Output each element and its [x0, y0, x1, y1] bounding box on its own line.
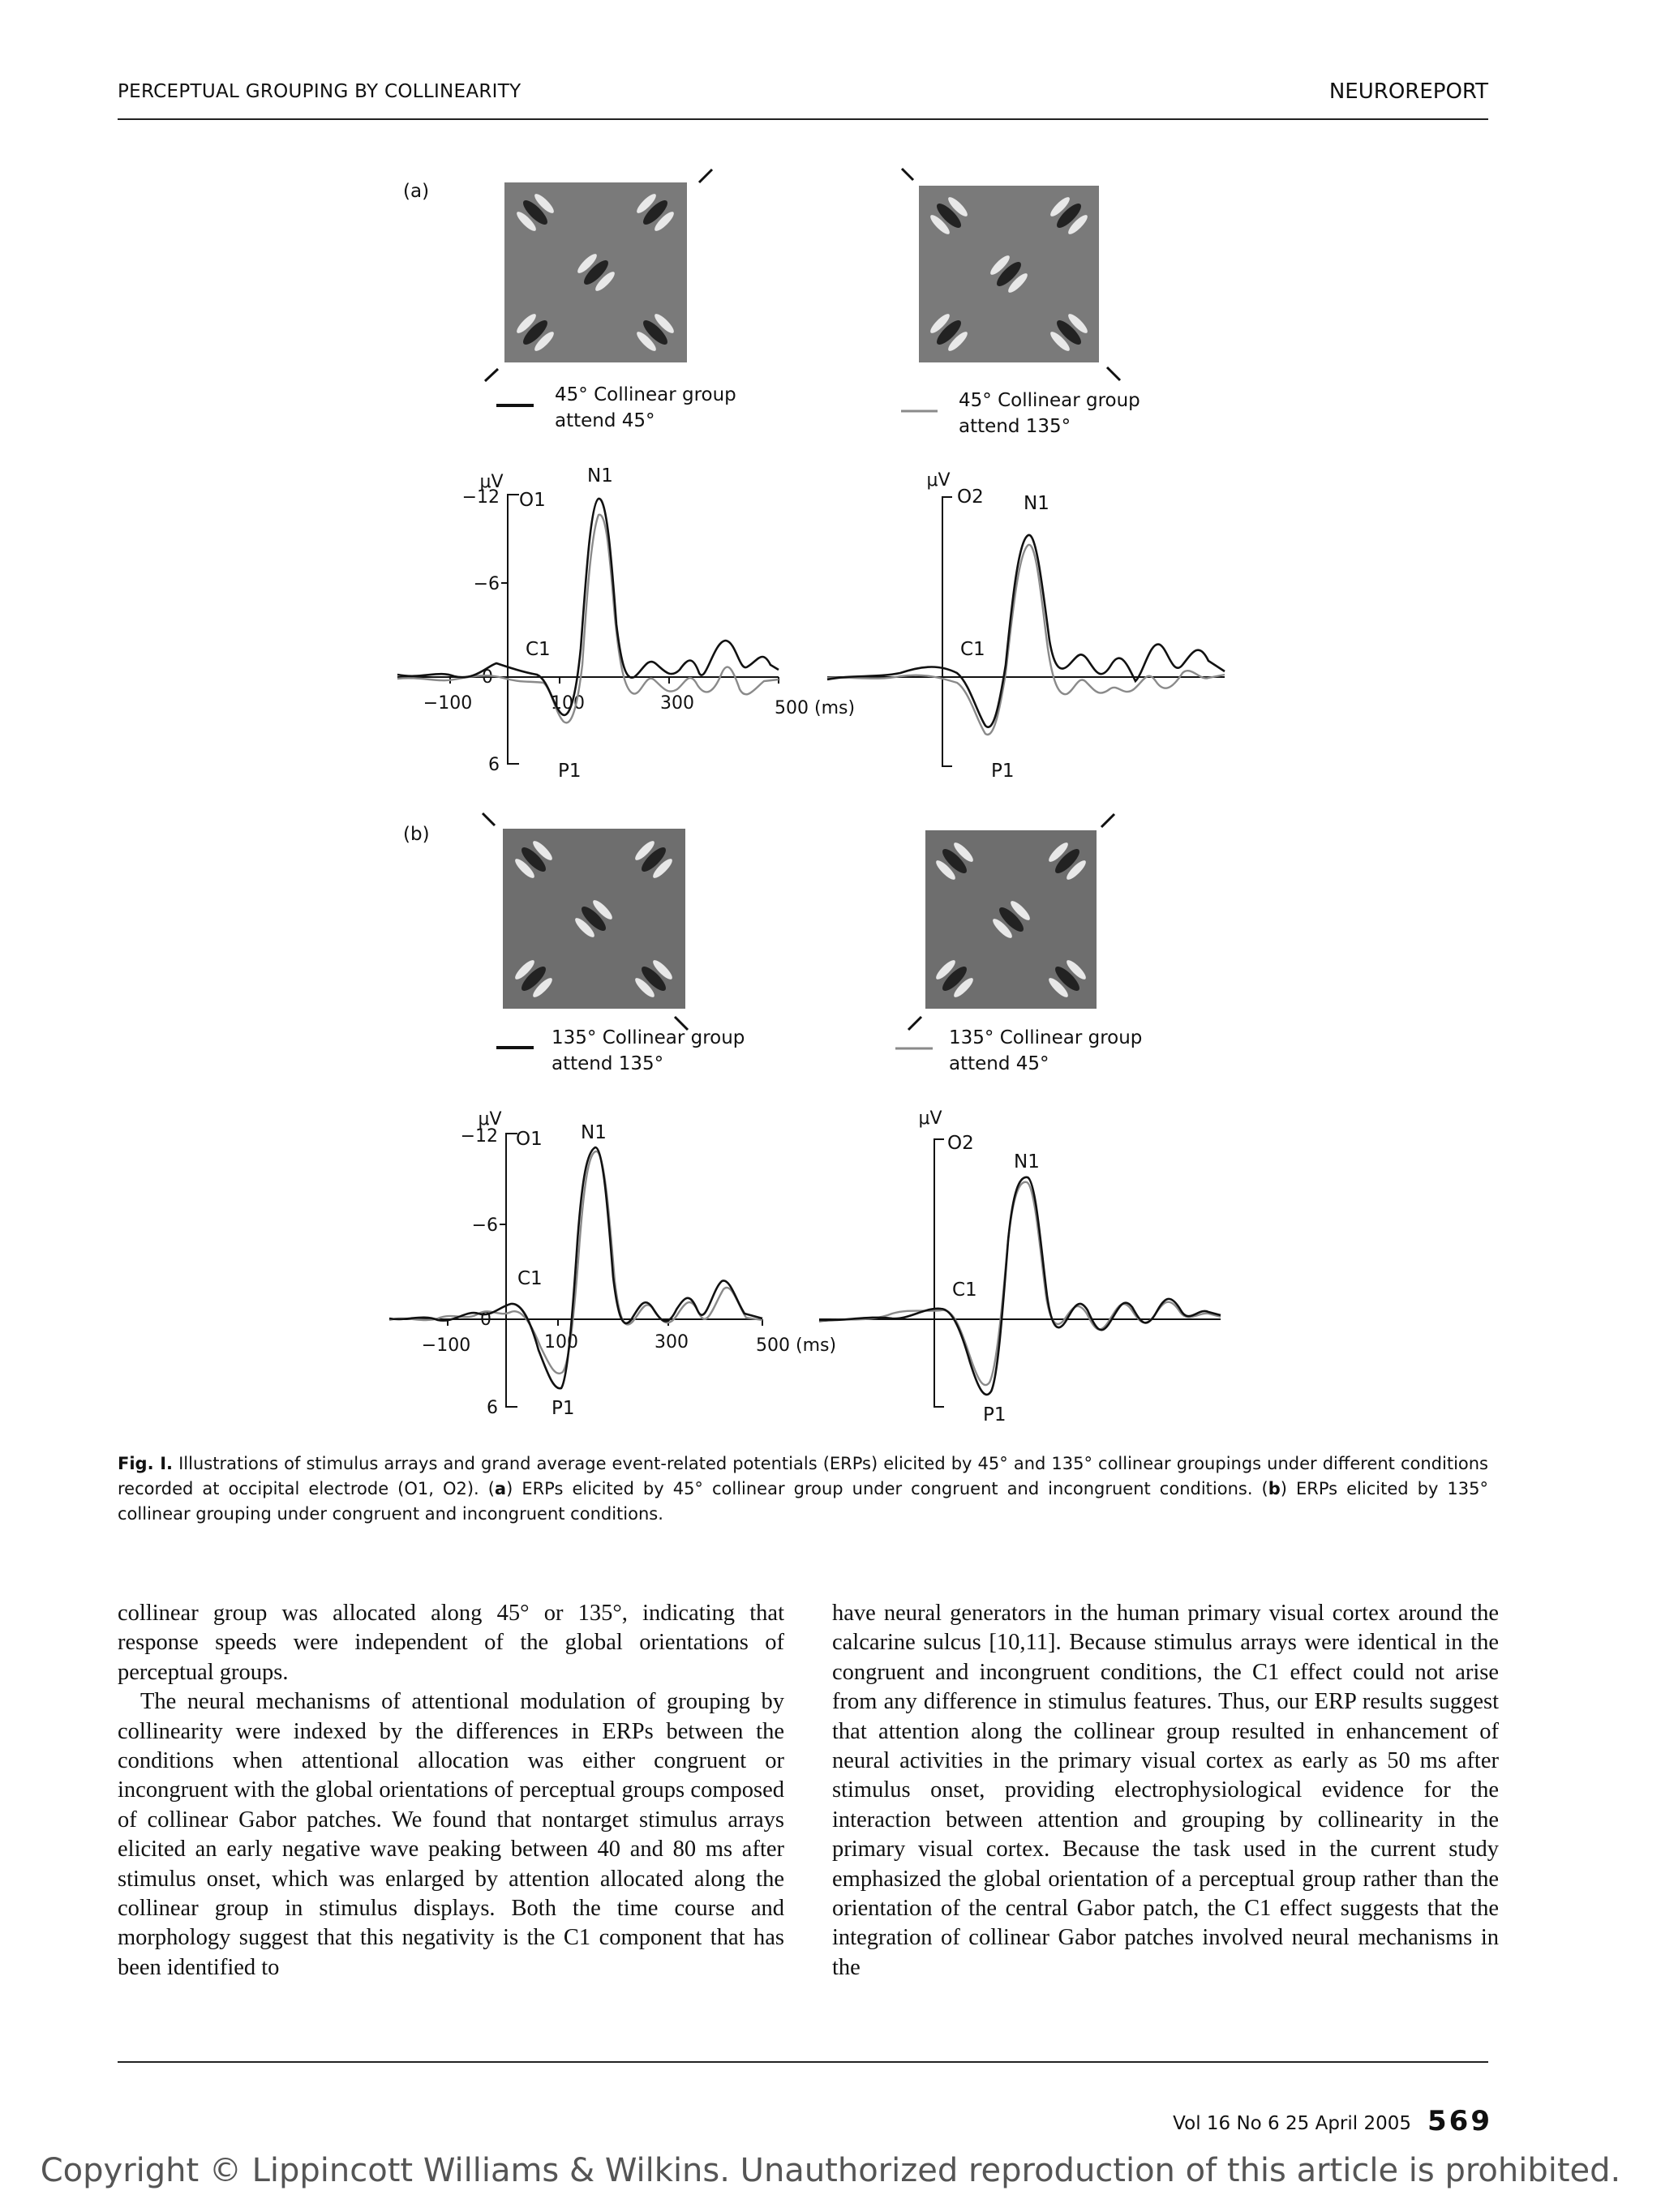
body-column-left	[118, 1599, 784, 1983]
peak-label-c1: C1	[517, 1268, 543, 1289]
peak-label-p1: P1	[558, 761, 582, 782]
erp-trace-incongruent	[819, 1182, 1221, 1385]
y-tick-label: 6	[488, 755, 500, 775]
copyright-notice: Copyright © Lippincott Williams & Wilkins. Unauthorized reproduction of this article is prohibited.	[40, 2152, 1621, 2189]
x-tick-label: 100	[544, 1332, 578, 1352]
panel-b-label: (b)	[403, 824, 430, 845]
orientation-marker	[483, 813, 495, 825]
stimulus-array-b-right	[925, 830, 1097, 1009]
caption-text: Illustrations of stimulus arrays and grand average event-related potentials (ERPs) elicited by 45° and 135° collinear groupings under different conditions recorded at occipital electrode (O1, O2). (	[118, 1454, 1489, 1498]
legend-b-right-line1: 135° Collinear group	[949, 1027, 1143, 1048]
caption-panel-b-ref: b	[1268, 1479, 1281, 1498]
orientation-marker	[908, 1017, 921, 1030]
erp-trace-congruent	[827, 535, 1225, 727]
stimulus-array-a-right	[919, 186, 1099, 362]
issue-info: Vol 16 No 6 25 April 2005	[1173, 2113, 1411, 2134]
erp-chart-a-left	[397, 465, 855, 782]
x-tick-label: 100	[551, 693, 585, 714]
y-tick-label: −6	[473, 574, 500, 594]
stimulus-array-b-left	[503, 829, 685, 1009]
page-number: 569	[1427, 2105, 1492, 2137]
peak-label-n1: N1	[1024, 493, 1049, 514]
peak-label-n1: N1	[1014, 1151, 1040, 1172]
y-tick-label: −12	[460, 1126, 498, 1147]
peak-label-c1: C1	[952, 1280, 977, 1301]
y-tick-label: −12	[461, 487, 500, 508]
x-tick-label: 300	[660, 693, 694, 714]
body-column-right	[832, 1599, 1499, 1983]
x-tick-label: −100	[423, 693, 473, 714]
unit-label: μV	[918, 1108, 942, 1129]
figure-caption	[118, 1451, 1488, 1527]
legend-a-left-line1: 45° Collinear group	[555, 384, 736, 405]
orientation-marker	[485, 369, 498, 381]
paragraph: have neural generators in the human primary visual cortex around the calcarine sulcus [10,11]. Because stimulus arrays were identical in the congruent and incongruent conditions, the C1 effect could not arise from any difference in stimulus features. Thus, our ERP results suggest that attention along the collinear group resulted in enhancement of neural activities in the primary visual cortex as early as 50 ms after stimulus onset, providing electrophysiological evidence for the interaction between attention and grouping by collinearity in the primary visual cortex. Because the task used in the current study emphasized the global orientation of a perceptual group rather than the orientation of the central Gabor patch, the C1 effect suggests that the integration of collinear Gabor patches involved neural mechanisms in the	[832, 1601, 1499, 1980]
erp-trace-incongruent	[827, 545, 1225, 735]
electrode-label: O2	[957, 487, 984, 508]
y-tick-label: −6	[471, 1215, 498, 1236]
orientation-marker	[902, 169, 913, 180]
unit-label: μV	[478, 1109, 502, 1130]
x-tick-label: 300	[655, 1332, 689, 1352]
x-tick-label: 500 (ms)	[775, 698, 856, 718]
erp-chart-b-left	[389, 1109, 836, 1419]
peak-label-c1: C1	[526, 639, 551, 660]
peak-label-c1: C1	[960, 639, 985, 660]
peak-label-n1: N1	[581, 1122, 607, 1143]
paragraph: collinear group was allocated along 45° or 135°, indicating that response speeds were independent of the global orientations of perceptual groups.	[118, 1601, 784, 1685]
unit-label: μV	[479, 472, 504, 492]
erp-trace-congruent	[819, 1177, 1221, 1395]
caption-text: ) ERPs elicited by 135° collinear grouping under congruent and incongruent conditions.	[118, 1479, 1488, 1524]
erp-chart-a-right	[827, 470, 1225, 782]
caption-label: Fig. I.	[118, 1454, 174, 1473]
stimulus-array-a-left	[504, 182, 687, 362]
peak-label-p1: P1	[983, 1404, 1006, 1425]
running-title: PERCEPTUAL GROUPING BY COLLINEARITY	[118, 81, 521, 102]
electrode-label: O2	[947, 1133, 974, 1154]
electrode-label: O1	[516, 1129, 543, 1150]
x-tick-label: 500 (ms)	[756, 1335, 837, 1356]
orientation-marker	[1101, 814, 1114, 827]
caption-text: ) ERPs elicited by 45° collinear group under congruent and incongruent conditions. (	[506, 1479, 1268, 1498]
unit-label: μV	[926, 470, 951, 491]
journal-name: NEUROREPORT	[1328, 79, 1488, 104]
legend-a-right-line1: 45° Collinear group	[959, 390, 1140, 411]
orientation-marker	[1107, 367, 1120, 380]
legend-a-right-line2: attend 135°	[959, 416, 1071, 437]
erp-chart-b-right	[819, 1108, 1221, 1425]
y-tick-label: 0	[482, 667, 493, 688]
x-tick-label: −100	[421, 1335, 471, 1356]
legend-b-left-line1: 135° Collinear group	[552, 1027, 745, 1048]
erp-trace-congruent	[397, 499, 779, 715]
peak-label-p1: P1	[552, 1398, 575, 1419]
peak-label-n1: N1	[587, 465, 613, 487]
panel-a-label: (a)	[403, 181, 430, 202]
legend-b-left-line2: attend 135°	[552, 1053, 664, 1074]
orientation-marker	[699, 169, 712, 182]
peak-label-p1: P1	[991, 761, 1015, 782]
y-tick-label: 0	[480, 1310, 491, 1330]
electrode-label: O1	[519, 490, 546, 511]
legend-a-left-line2: attend 45°	[555, 410, 655, 431]
footer-rule	[118, 2061, 1488, 2063]
caption-panel-a-ref: a	[494, 1479, 507, 1498]
paragraph: The neural mechanisms of attentional modulation of grouping by collinearity were indexed by the differences in ERPs between the conditions when attentional allocation was either congruent or incongruent with the global orientations of perceptual groups composed of collinear Gabor patches. We found that nontarget stimulus arrays elicited an early negative wave peaking between 40 and 80 ms after stimulus onset, which was enlarged by attention allocated along the collinear group in stimulus displays. Both the time course and morphology suggest that this negativity is the C1 component that has been identified to	[118, 1689, 784, 1980]
legend-b-right-line2: attend 45°	[949, 1053, 1049, 1074]
y-tick-label: 6	[487, 1398, 498, 1418]
